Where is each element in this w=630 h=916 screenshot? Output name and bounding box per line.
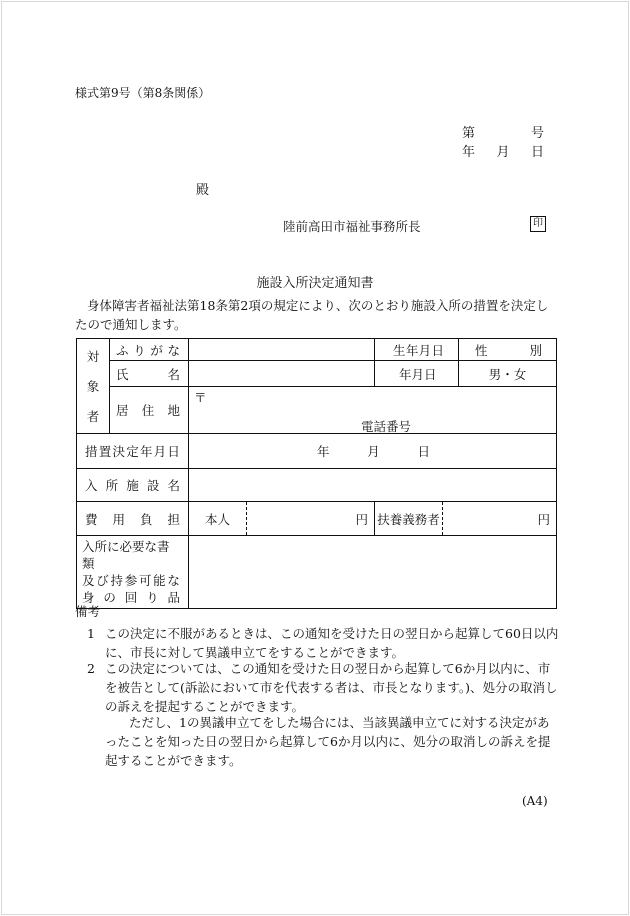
subject-char: 者 [86, 409, 100, 424]
items-value[interactable] [189, 536, 557, 609]
date-month: 月 [496, 145, 510, 160]
label-char: 定 [126, 444, 139, 459]
facility-value[interactable] [189, 469, 557, 502]
label-char: 月 [418, 342, 432, 358]
note-number: 2 [87, 661, 95, 676]
decision-table [76, 338, 557, 609]
intro-paragraph: 身体障害者福祉法第18条第2項の規定により、次のとおり施設入所の措置を決定したので通知します。 [75, 298, 549, 332]
form-number-label: 様式第9号（第8条関係） [75, 86, 211, 100]
label-char: り [146, 590, 159, 605]
label-char: り [133, 342, 146, 358]
sex-value[interactable]: 男・女 [459, 361, 557, 387]
furigana-label [110, 339, 189, 361]
guardian-amount[interactable] [443, 502, 557, 536]
subject-char: 象 [86, 379, 100, 394]
notes-heading: 備考 [75, 604, 101, 619]
items-label [77, 536, 189, 609]
issue-date [462, 141, 544, 160]
label-char: 可 [138, 573, 152, 588]
facility-label [77, 469, 189, 502]
note-text: この決定に不服があるときは、この通知を受けた日の翌日から起算して60日以内に、市長に対して異議申立てをすることができます。 [105, 626, 559, 660]
label-char: 持 [110, 573, 123, 588]
self-label: 本人 [189, 502, 247, 536]
label-char: 品 [167, 590, 180, 605]
date-char: 日 [424, 366, 437, 382]
label-char: 所 [105, 478, 119, 493]
note-proviso: ただし、1の異議申立てをした場合には、当該異議申立てに対する決定があったことを知った日の翌日から起算して6か月以内に、処分の取消しの訴えを提起することができます。 [105, 715, 551, 768]
label-char: な [167, 342, 180, 358]
label-char: 日 [431, 342, 444, 358]
date-day: 日 [530, 145, 544, 160]
items-label-line: 入所に必要な書類 [82, 539, 170, 571]
label-char: 月 [153, 444, 167, 459]
phone-label: 電話番号 [361, 419, 412, 434]
seal-mark: 印 [530, 216, 546, 232]
label-char: 名 [167, 366, 180, 382]
doc-number-prefix: 第 [462, 126, 476, 141]
note-number: 1 [87, 626, 95, 641]
label-char: 地 [167, 403, 180, 418]
label-char: 能 [153, 573, 166, 588]
note-text: この決定については、この通知を受けた日の翌日から起算して6か月以内に、市を被告として(訴訟において市を代表する者は、市長となります。)、処分の取消しの訴えを提起することができます。 [105, 661, 558, 714]
label-char: 日 [167, 444, 180, 459]
label-char: 負 [139, 511, 153, 527]
label-char: 居 [116, 403, 129, 418]
document-title: 施設入所決定通知書 [256, 276, 374, 291]
label-char: 入 [85, 478, 98, 493]
label-char: 置 [98, 444, 112, 459]
label-char: 身 [82, 590, 95, 605]
postal-mark: 〒 [194, 390, 207, 405]
self-amount[interactable] [247, 502, 375, 536]
date-char: 年 [317, 444, 330, 459]
note-item [75, 659, 559, 716]
addressee-honorific: 殿 [196, 183, 210, 198]
cost-label [77, 502, 189, 536]
label-char: 年 [139, 444, 153, 459]
label-char: 生 [393, 342, 406, 358]
label-char: 回 [124, 590, 138, 605]
label-char: 措 [85, 444, 98, 459]
label-char: 用 [112, 511, 125, 527]
label-char: 氏 [116, 366, 129, 382]
label-char: び [96, 573, 109, 588]
name-label [110, 361, 189, 387]
birthdate-value[interactable] [375, 361, 459, 387]
guardian-label: 扶養義務者 [375, 502, 443, 536]
paper-size-label: (A4) [522, 794, 548, 808]
label-char: 及 [82, 573, 95, 588]
label-char: が [150, 342, 163, 358]
decision-date-label [77, 434, 189, 469]
note-item [75, 624, 559, 662]
items-label-line [82, 572, 180, 589]
label-char: ふ [116, 342, 129, 358]
label-char: 費 [85, 511, 98, 527]
label-char: 担 [167, 511, 180, 527]
label-char: な [167, 573, 180, 588]
label-char: 設 [146, 478, 160, 493]
yen-unit: 円 [355, 511, 368, 527]
date-char: 月 [411, 366, 425, 382]
label-char: 年 [405, 342, 419, 358]
label-char: の [103, 590, 116, 605]
address-label [110, 387, 189, 434]
date-char: 日 [417, 444, 430, 459]
subject-char: 対 [86, 349, 100, 364]
date-year: 年 [462, 145, 476, 160]
yen-unit: 円 [537, 511, 550, 527]
label-char: 名 [167, 478, 180, 493]
birthdate-label [375, 339, 459, 361]
sex-label [459, 339, 557, 361]
name-value[interactable] [189, 361, 375, 387]
document-number [462, 122, 544, 141]
doc-number-suffix: 号 [530, 126, 544, 141]
issuer-name: 陸前高田市福祉事務所長 [283, 219, 421, 234]
label-char: 決 [112, 444, 125, 459]
subject-cell [77, 339, 110, 434]
label-char: 参 [124, 573, 138, 588]
date-char: 年 [399, 366, 412, 382]
address-value[interactable] [189, 387, 557, 434]
date-char: 月 [367, 444, 380, 459]
label-char: 住 [141, 403, 155, 418]
label-char: 性 [475, 342, 488, 358]
label-char: 施 [126, 478, 139, 493]
furigana-value[interactable] [189, 339, 375, 361]
label-char: 別 [529, 342, 542, 358]
decision-date-value[interactable] [189, 434, 557, 469]
